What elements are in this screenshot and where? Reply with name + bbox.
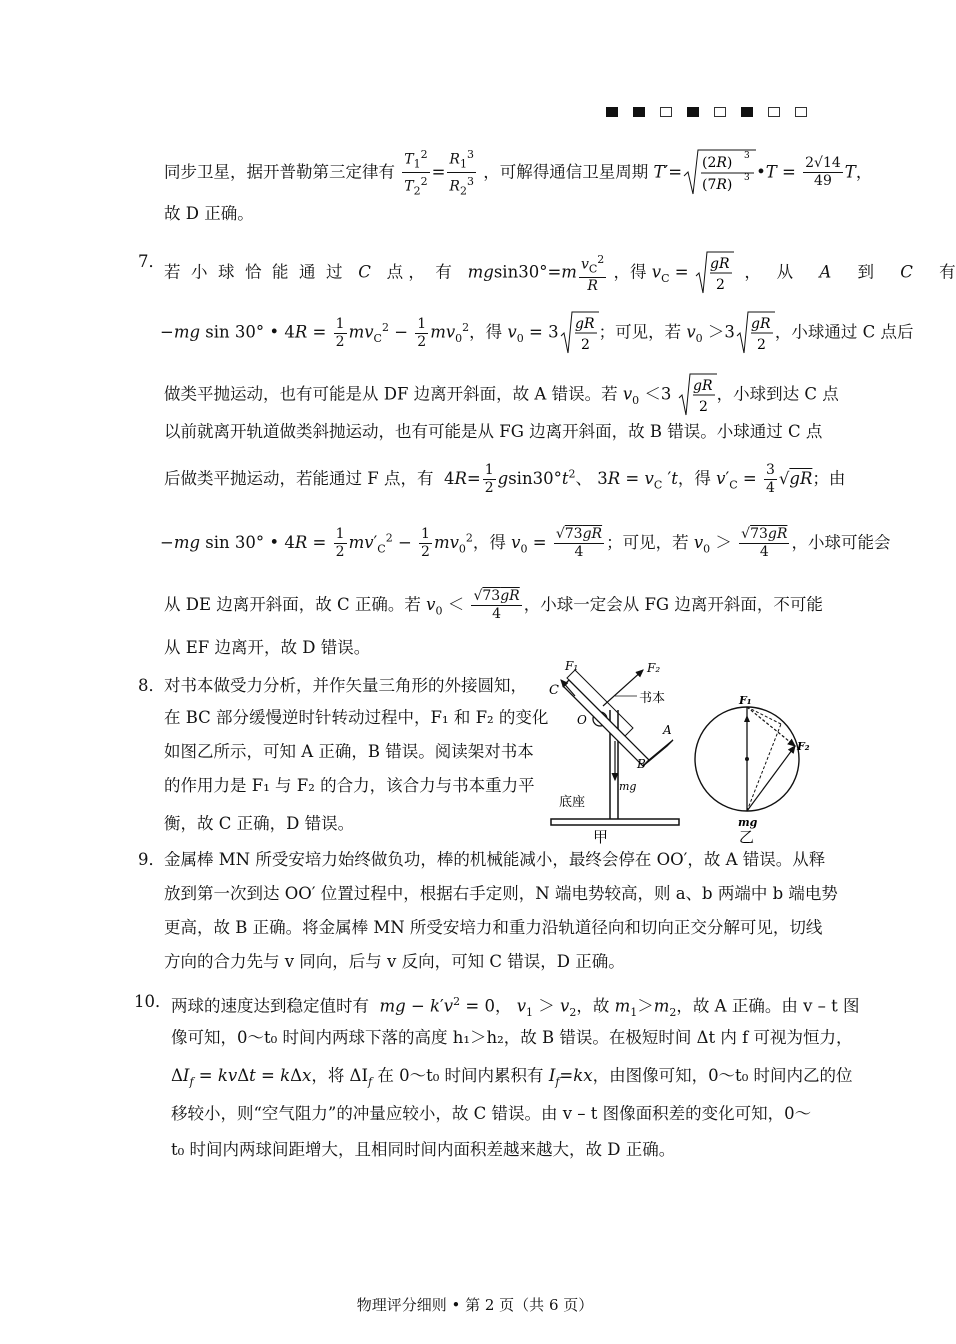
q7-line-7: 从 DE 边离开斜面，故 C 正确。若 $v_0$ ＜ $\frac{√73gR}{4}$ ，小球一定会从 FG 边离开斜面，不可能 [164, 588, 823, 622]
q10-line-2: 像可知，0～t₀ 时间内两球下落的高度 h₁＞h₂，故 B 错误。在极短时间 Δt 内 f 可视为恒力， [171, 1028, 853, 1047]
q9-number: 9． [138, 850, 165, 869]
mark-3 [660, 107, 672, 117]
intro-line-1: 同步卫星，据开普勒第三定律有 $\frac{T_1^2}{T_2^2}$ = $\frac{R_1^3}{R_2^3}$ ，可解得通信卫星周期 T′= (2R) 3 (7R) 3 •T = $\frac{2√14}{49}$ T， [164, 148, 873, 198]
svg-text:gR: gR [692, 378, 713, 394]
label-mg: mg [619, 780, 637, 793]
svg-text:2: 2 [715, 277, 725, 293]
label-base: 底座 [559, 795, 586, 810]
label-C: C [549, 683, 559, 698]
q7-line-4: 以前就离开轨道做类斜抛运动，也有可能是从 FG 边离开斜面，故 B 错误。小球通过 C 点 [164, 422, 823, 441]
page-footer: 物理评分细则 • 第 2 页（共 6 页） [356, 1296, 594, 1314]
q7-line-5: 后做类平抛运动，若能通过 F 点，有 4R= $\frac{1}{2}$ $gsin30^\circ t^2$、 $3R = v_C$ ′t，得 $v'_C$ = $\frac{3}{4}$ √gR；由 [164, 462, 846, 496]
q8-line-4: 的作用力是 F₁ 与 F₂ 的合力，该合力与书本重力平 [164, 776, 535, 795]
q10-line-5: t₀ 时间内两球间距增大，且相同时间内面积差越来越大，故 D 正确。 [171, 1140, 676, 1159]
svg-text:(2R): (2R) [702, 154, 733, 171]
q7-line-2: −mg sin 30° • 4R = $\frac{1}{2}$ $mv_C^2$ − $\frac{1}{2}$ $mv_0^2$，得 $v_0 = 3$ gR 2 ；可见，若 $v_0 >3$ gR 2 ，小球通过 C 点后 [160, 310, 914, 356]
label-B: B [637, 757, 646, 771]
svg-text:gR: gR [750, 316, 771, 332]
mark-5 [714, 107, 726, 117]
q9-line-2: 放到第一次到达 OO′ 位置过程中，根据右手定则，N 端电势较高，则 a、b 两端中 b 端电势 [164, 884, 838, 903]
q7-line-1: 若 小 球 恰 能 通 过 C 点 ， 有 mgsin30°=m $\frac{v_C^2}{R}$ ，得 $v_C$ = gR 2 ， 从 A 到 C 有 [164, 252, 956, 295]
q7-line-8: 从 EF 边离开，故 D 错误。 [164, 638, 371, 657]
q8-number: 8． [138, 676, 165, 695]
q8-line-5: 衡，故 C 正确，D 错误。 [164, 814, 355, 833]
mark-6 [741, 107, 753, 117]
svg-text:3: 3 [744, 150, 750, 161]
svg-text:2: 2 [698, 399, 708, 415]
q10-line-1: 两球的速度达到稳定值时有 mg − $k'v^2 = 0$， $v_1 > v_2$，故 $m_1>m_2$，故 A 正确。由 v – t 图 [171, 995, 860, 1019]
label-F2: F₂ [647, 661, 661, 675]
q10-line-3: $\Delta I_f = kv\Delta t = k\Delta x$，将 $\Delta I_f$ 在 0～t₀ 时间内累积有 $I_f=kx$，由图像可知，0～t₀ 时间内乙的位 [171, 1066, 853, 1089]
q8-figure [545, 656, 820, 850]
q10-number: 10． [134, 992, 172, 1011]
svg-text:2: 2 [756, 337, 766, 353]
label-cF2: F₂ [797, 740, 810, 753]
svg-text:3: 3 [744, 172, 750, 183]
q7-line-3: 做类平抛运动，也有可能是从 DF 边离开斜面，故 A 错误。若 $v_0 <3$ gR 2 ，小球到达 C 点 [164, 372, 839, 418]
q9-line-4: 方向的合力先与 v 同向，后与 v 反向，可知 C 错误，D 正确。 [164, 952, 625, 971]
svg-text:gR: gR [709, 256, 730, 272]
mark-7 [768, 107, 780, 117]
label-cmg: mg [738, 816, 758, 829]
label-O: O [577, 713, 587, 727]
svg-text:2: 2 [580, 337, 590, 353]
caption-yi: 乙 [739, 828, 755, 846]
mark-4 [687, 107, 699, 117]
figure-yi [695, 694, 810, 846]
q9-line-1: 金属棒 MN 所受安培力始终做负功，棒的机械能减小，最终会停在 OO′，故 A 错误。从释 [164, 850, 826, 869]
label-book: 书本 [639, 691, 666, 706]
q9-line-3: 更高，故 B 正确。将金属棒 MN 所受安培力和重力沿轨道径向和切向正交分解可见，切线 [164, 918, 823, 937]
caption-jia: 甲 [593, 828, 609, 846]
q7-line-6: −mg sin 30° • 4R = $\frac{1}{2}$ $mv'_C^2$ − $\frac{1}{2}$ $mv_0^2$，得 $v_0$ = $\frac{√73gR}{4}$ ；可见，若 $v_0$ ＞ $\frac{√73gR}{4}$ ，小球可能会 [160, 526, 891, 560]
mark-2 [633, 107, 645, 117]
label-A: A [663, 723, 672, 737]
mark-8 [795, 107, 807, 117]
q8-line-3: 如图乙所示，可知 A 正确，B 错误。阅读架对书本 [164, 742, 534, 761]
q7-number: 7． [138, 252, 165, 271]
q8-line-1: 对书本做受力分析，并作矢量三角形的外接圆知， [164, 676, 527, 695]
q8-line-2: 在 BC 部分缓慢逆时针转动过程中，F₁ 和 F₂ 的变化 [164, 708, 549, 727]
figure-jia [549, 659, 679, 846]
intro-line-2: 故 D 正确。 [164, 204, 254, 223]
svg-text:(7R): (7R) [702, 176, 733, 193]
label-F1: F₁ [565, 659, 579, 673]
mark-1 [606, 107, 618, 117]
svg-text:gR: gR [574, 316, 595, 332]
label-cF1: F₁ [739, 694, 752, 707]
q10-line-4: 移较小，则“空气阻力”的冲量应较小，故 C 错误。由 v – t 图像面积差的变化可知，0～ [171, 1104, 812, 1123]
